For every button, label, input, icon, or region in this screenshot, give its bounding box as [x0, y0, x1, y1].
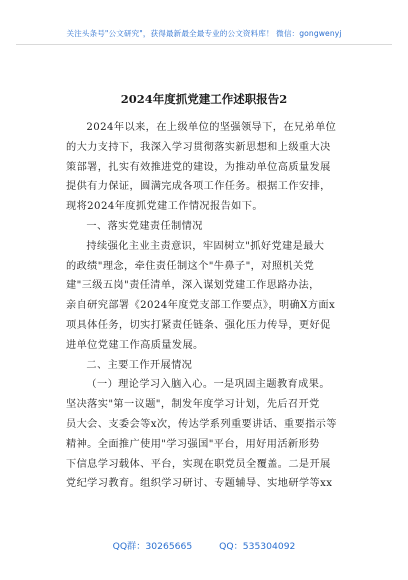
section-heading-2: 二、主要工作开展情况 [86, 359, 193, 371]
header-note: 关注头条号"公文研究"，获得最新最全最专业的公文资料库！ 微信：gongwenyj [66, 29, 342, 38]
text-line: 的大力支持下，我深入学习贯彻落实新思想和上级重大决 [66, 141, 331, 153]
document-title: 2024年度抓党建工作述职报告2 [120, 92, 288, 106]
text-line: 项具体任务，切实打紧责任链条、强化压力传导，更好促 [66, 319, 331, 331]
text-line: 策部署，扎实有效推进党的建设，为推动单位高质量发展 [66, 161, 331, 173]
text-line: 员大会、支委会等x次，传达学系列重要讲话、重要指示等 [66, 418, 337, 430]
text-line: 下信息学习载体、平台，实现在职党员全覆盖。二是开展 [66, 458, 331, 470]
document-body [66, 118, 342, 494]
text-line: 的政绩"理念，牵住责任制这个"牛鼻子"，对照机关党 [66, 260, 315, 272]
paragraph-theory-study [66, 375, 342, 494]
text-line: 进单位党建工作高质量发展。 [66, 339, 204, 351]
text-line: 精神。全面推广使用"学习强国"平台，用好用活新形势 [66, 438, 320, 450]
footer-qq-number: QQ：535304092 [219, 541, 296, 552]
text-line: 坚决落实"第一议题"，制发年度学习计划，先后召开党 [66, 399, 320, 411]
text-line: 提供有力保证，圆满完成各项工作任务。根据工作安排， [66, 181, 331, 193]
text-line: 2024年以来，在上级单位的坚强领导下，在兄弟单位 [86, 122, 337, 133]
text-line: 党纪学习教育。组织学习研讨、专题辅导、实地研学等xx [66, 478, 333, 490]
text-line: 现将2024年度抓党建工作情况报告如下。 [66, 201, 263, 213]
text-line: （一）理论学习入脑入心。一是巩固主题教育成果。 [86, 379, 330, 391]
footer-qq-group: QQ群：30265665 [112, 541, 193, 552]
footer-contact [0, 538, 408, 552]
header-divider [16, 44, 392, 45]
paragraph-responsibility [66, 237, 342, 356]
text-line: 持续强化主业主责意识，牢固树立"抓好党建是最大 [86, 240, 325, 252]
section-heading-1: 一、落实党建责任制情况 [86, 220, 203, 232]
text-line: 亲自研究部署《2024年度党支部工作要点》，明确X方面x [66, 300, 336, 312]
text-line: 建"三级五岗"责任清单，深入谋划党建工作思路办法， [66, 280, 320, 292]
paragraph-intro [66, 118, 342, 217]
